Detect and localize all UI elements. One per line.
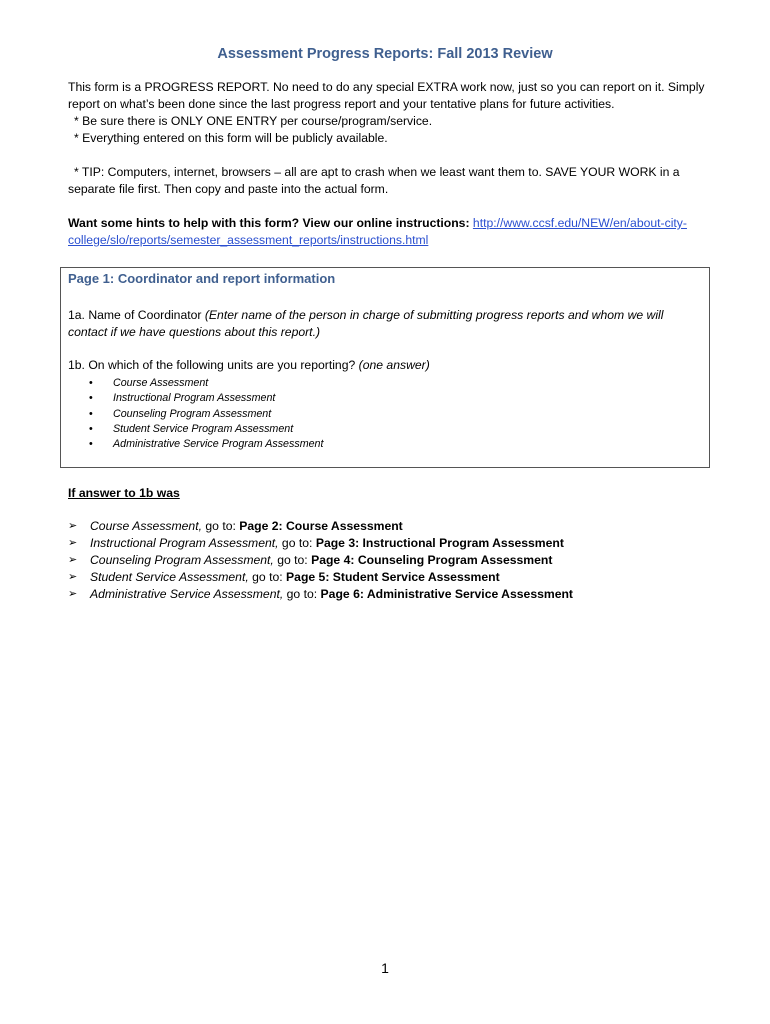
- route-page: Page 5: Student Service Assessment: [286, 570, 500, 584]
- route-unit: Student Service Assessment,: [90, 570, 249, 584]
- bullet-icon: •: [89, 392, 93, 405]
- unit-option: [89, 391, 323, 406]
- unit-option-label: Student Service Program Assessment: [113, 422, 294, 435]
- unit-option-label: Instructional Program Assessment: [113, 392, 276, 405]
- bullet-icon: •: [89, 407, 93, 420]
- arrowhead-icon: ➢: [68, 554, 78, 566]
- unit-option: [89, 407, 323, 422]
- unit-options-list: [89, 376, 323, 452]
- route-unit: Counseling Program Assessment,: [90, 553, 274, 567]
- route-page: Page 3: Instructional Program Assessment: [315, 536, 564, 550]
- route-page: Page 2: Course Assessment: [239, 519, 403, 533]
- page-number: 1: [381, 960, 389, 976]
- route-item: [68, 552, 573, 569]
- unit-option: [89, 422, 323, 437]
- arrowhead-icon: ➢: [68, 571, 78, 583]
- route-item: [68, 535, 573, 552]
- bullet-icon: •: [89, 377, 93, 389]
- route-unit: Instructional Program Assessment,: [90, 536, 279, 550]
- arrowhead-icon: ➢: [68, 588, 78, 600]
- document-title: Assessment Progress Reports: Fall 2013 Review: [217, 46, 553, 62]
- unit-option-label: Counseling Program Assessment: [113, 407, 272, 420]
- intro-line-3: * Everything entered on this form will be publicly available.: [74, 131, 388, 145]
- question-1a: [68, 307, 698, 341]
- question-1a-label: 1a. Name of Coordinator: [68, 308, 202, 322]
- unit-option-label: Administrative Service Program Assessment: [113, 438, 324, 451]
- tip-text: * TIP: Computers, internet, browsers – all are apt to crash when we least want them to. SAVE YOUR WORK in a separate file first. Then copy and paste into the actual form.: [68, 165, 680, 196]
- hints-paragraph: [68, 215, 718, 249]
- route-page: Page 6: Administrative Service Assessment: [320, 587, 573, 601]
- bullet-icon: •: [89, 438, 93, 451]
- arrowhead-icon: ➢: [68, 537, 78, 549]
- page1-section-title: Page 1: Coordinator and report information: [68, 271, 336, 286]
- if-answer-heading: If answer to 1b was: [68, 486, 180, 500]
- route-item: [68, 518, 573, 535]
- go-to-text: go to:: [252, 570, 283, 584]
- question-1b-hint: (one answer): [358, 358, 430, 372]
- page1-section-box: [60, 267, 710, 468]
- unit-option: [89, 376, 323, 391]
- intro-paragraph: [68, 79, 718, 147]
- intro-line-1: This form is a PROGRESS REPORT. No need to do any special EXTRA work now, just so you can report on it. Simply report on what’s been done since the last progress report and your tentative plans for future activities.: [68, 80, 705, 111]
- question-1b: [68, 358, 698, 372]
- question-1a-hint: (Enter name of the person in charge of submitting progress reports and whom we will contact if we have questions about this report.): [68, 308, 664, 339]
- bullet-icon: •: [89, 422, 93, 435]
- route-item: [68, 569, 573, 586]
- route-unit: Course Assessment,: [90, 519, 202, 533]
- go-to-text: go to:: [286, 587, 318, 601]
- go-to-text: go to:: [281, 536, 313, 550]
- route-page: Page 4: Counseling Program Assessment: [311, 553, 553, 567]
- unit-option-label: Course Assessment: [113, 377, 209, 389]
- intro-line-2: * Be sure there is ONLY ONE ENTRY per course/program/service.: [74, 114, 433, 128]
- routing-list: [68, 518, 573, 603]
- arrowhead-icon: ➢: [68, 520, 78, 532]
- hints-label: Want some hints to help with this form? View our online instructions:: [68, 216, 470, 230]
- go-to-text: go to:: [277, 553, 308, 567]
- unit-option: [89, 437, 323, 452]
- instructions-link[interactable]: http://www.ccsf.edu/NEW/en/about-city-college/slo/reports/semester_assessment_reports/instructions.html: [68, 216, 687, 247]
- route-item: [68, 586, 573, 603]
- tip-paragraph: [68, 164, 718, 198]
- route-unit: Administrative Service Assessment,: [90, 587, 284, 601]
- question-1b-label: 1b. On which of the following units are you reporting?: [68, 358, 356, 372]
- go-to-text: go to:: [205, 519, 236, 533]
